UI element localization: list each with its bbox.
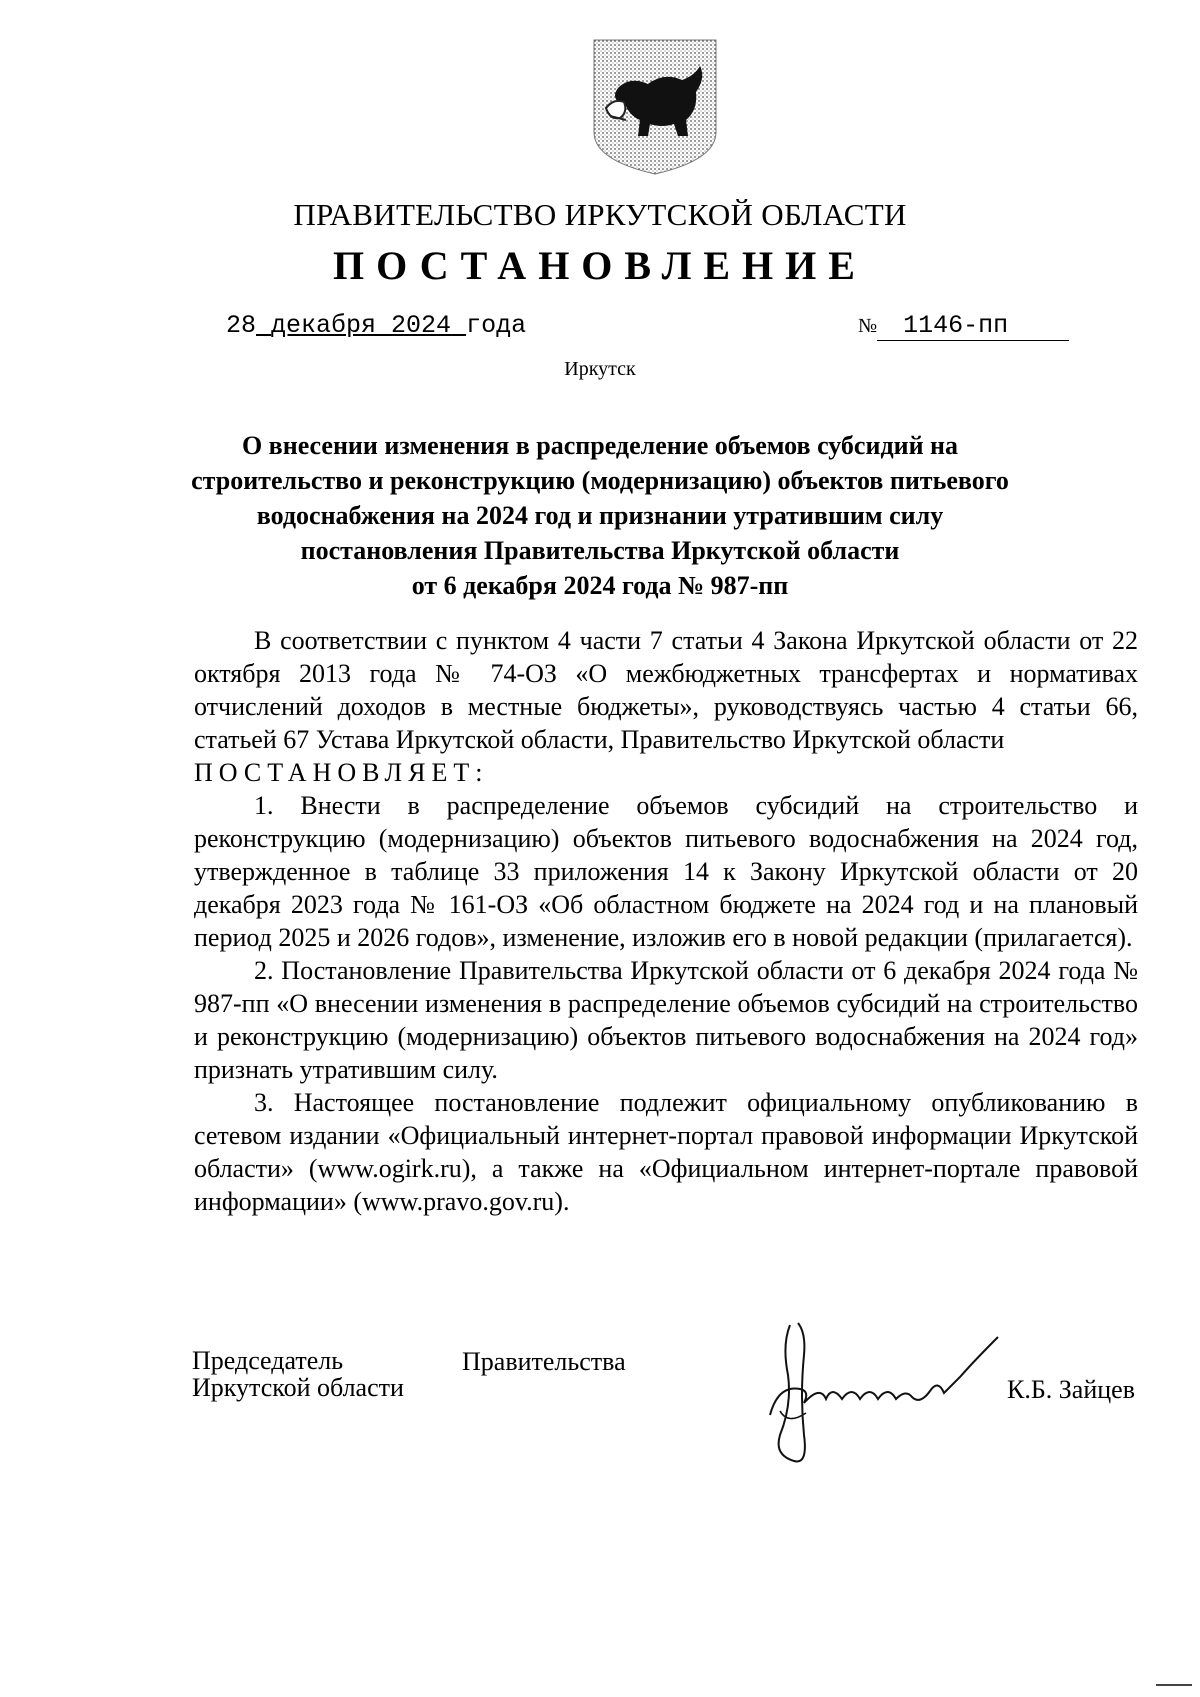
title-line: водоснабжения на 2024 год и признании утратившим силу	[256, 501, 944, 530]
scan-mark	[1156, 1684, 1192, 1686]
document-type: ПОСТАНОВЛЕНИЕ	[333, 243, 867, 288]
coat-of-arms-icon	[590, 36, 720, 176]
date-month-year: декабря 2024	[271, 311, 452, 340]
item-3-paragraph: 3. Настоящее постановление подлежит официальному опубликованию в сетевом издании «Официальный интернет-портал правовой информации Иркутской области» (www.ogirk.ru), а также на «Официальном интернет-портале правовой информации» (www.pravo.gov.ru).	[194, 1088, 1138, 1216]
item-2-paragraph: 2. Постановление Правительства Иркутской области от 6 декабря 2024 года № 987-пп «О внесении изменения в распределение объемов субсидий на строительство и реконструкцию (модернизацию) объектов питьевого водоснабжения на 2024 год» признать утратившим силу.	[194, 956, 1138, 1084]
position-line-1: Председатель	[192, 1346, 344, 1375]
document-date	[226, 311, 526, 340]
document-body	[194, 624, 1138, 1218]
title-line: постановления Правительства Иркутской области	[300, 536, 900, 565]
signatory-name: К.Б. Зайцев	[1007, 1375, 1135, 1404]
number-value: 1146-пп	[877, 311, 1069, 341]
title-line: строительство и реконструкцию (модернизацию) объектов питьевого	[191, 466, 1009, 495]
document-number	[858, 311, 1069, 341]
document-title	[190, 428, 1010, 603]
position-word-2: Правительства	[462, 1347, 626, 1376]
handwritten-signature-icon	[760, 1315, 1020, 1465]
date-day: 28	[226, 311, 257, 340]
signatory-position	[192, 1347, 404, 1401]
number-sign: №	[858, 315, 878, 337]
item-1-paragraph: 1. Внести в распределение объемов субсидий на строительство и реконструкцию (модернизацию) объектов питьевого водоснабжения на 2024 год, утвержденное в таблице 33 приложения 14 к Закону Иркутской области от 20 декабря 2023 года № 161-ОЗ «Об областном бюджете на 2024 год и на плановый период 2025 и 2026 годов», изменение, изложив его в новой редакции (прилагается).	[194, 791, 1138, 952]
issuing-authority: ПРАВИТЕЛЬСТВО ИРКУТСКОЙ ОБЛАСТИ	[293, 197, 907, 232]
preamble-paragraph: В соответствии с пунктом 4 части 7 статьи 4 Закона Иркутской области от 22 октября 2013 года № 74-ОЗ «О межбюджетных трансфертах и нормативах отчислений доходов в местные бюджеты», руководствуясь частью 4 статьи 66, статьей 67 Устава Иркутской области, Правительство Иркутской области	[194, 626, 1138, 754]
position-line-2: Иркутской области	[192, 1373, 404, 1402]
date-suffix: года	[466, 311, 527, 340]
resolves-heading: ПОСТАНОВЛЯЕТ:	[194, 758, 489, 787]
title-line: О внесении изменения в распределение объемов субсидий на	[241, 431, 959, 460]
title-line: от 6 декабря 2024 года № 987-пп	[411, 571, 789, 600]
issue-city: Иркутск	[564, 358, 636, 380]
